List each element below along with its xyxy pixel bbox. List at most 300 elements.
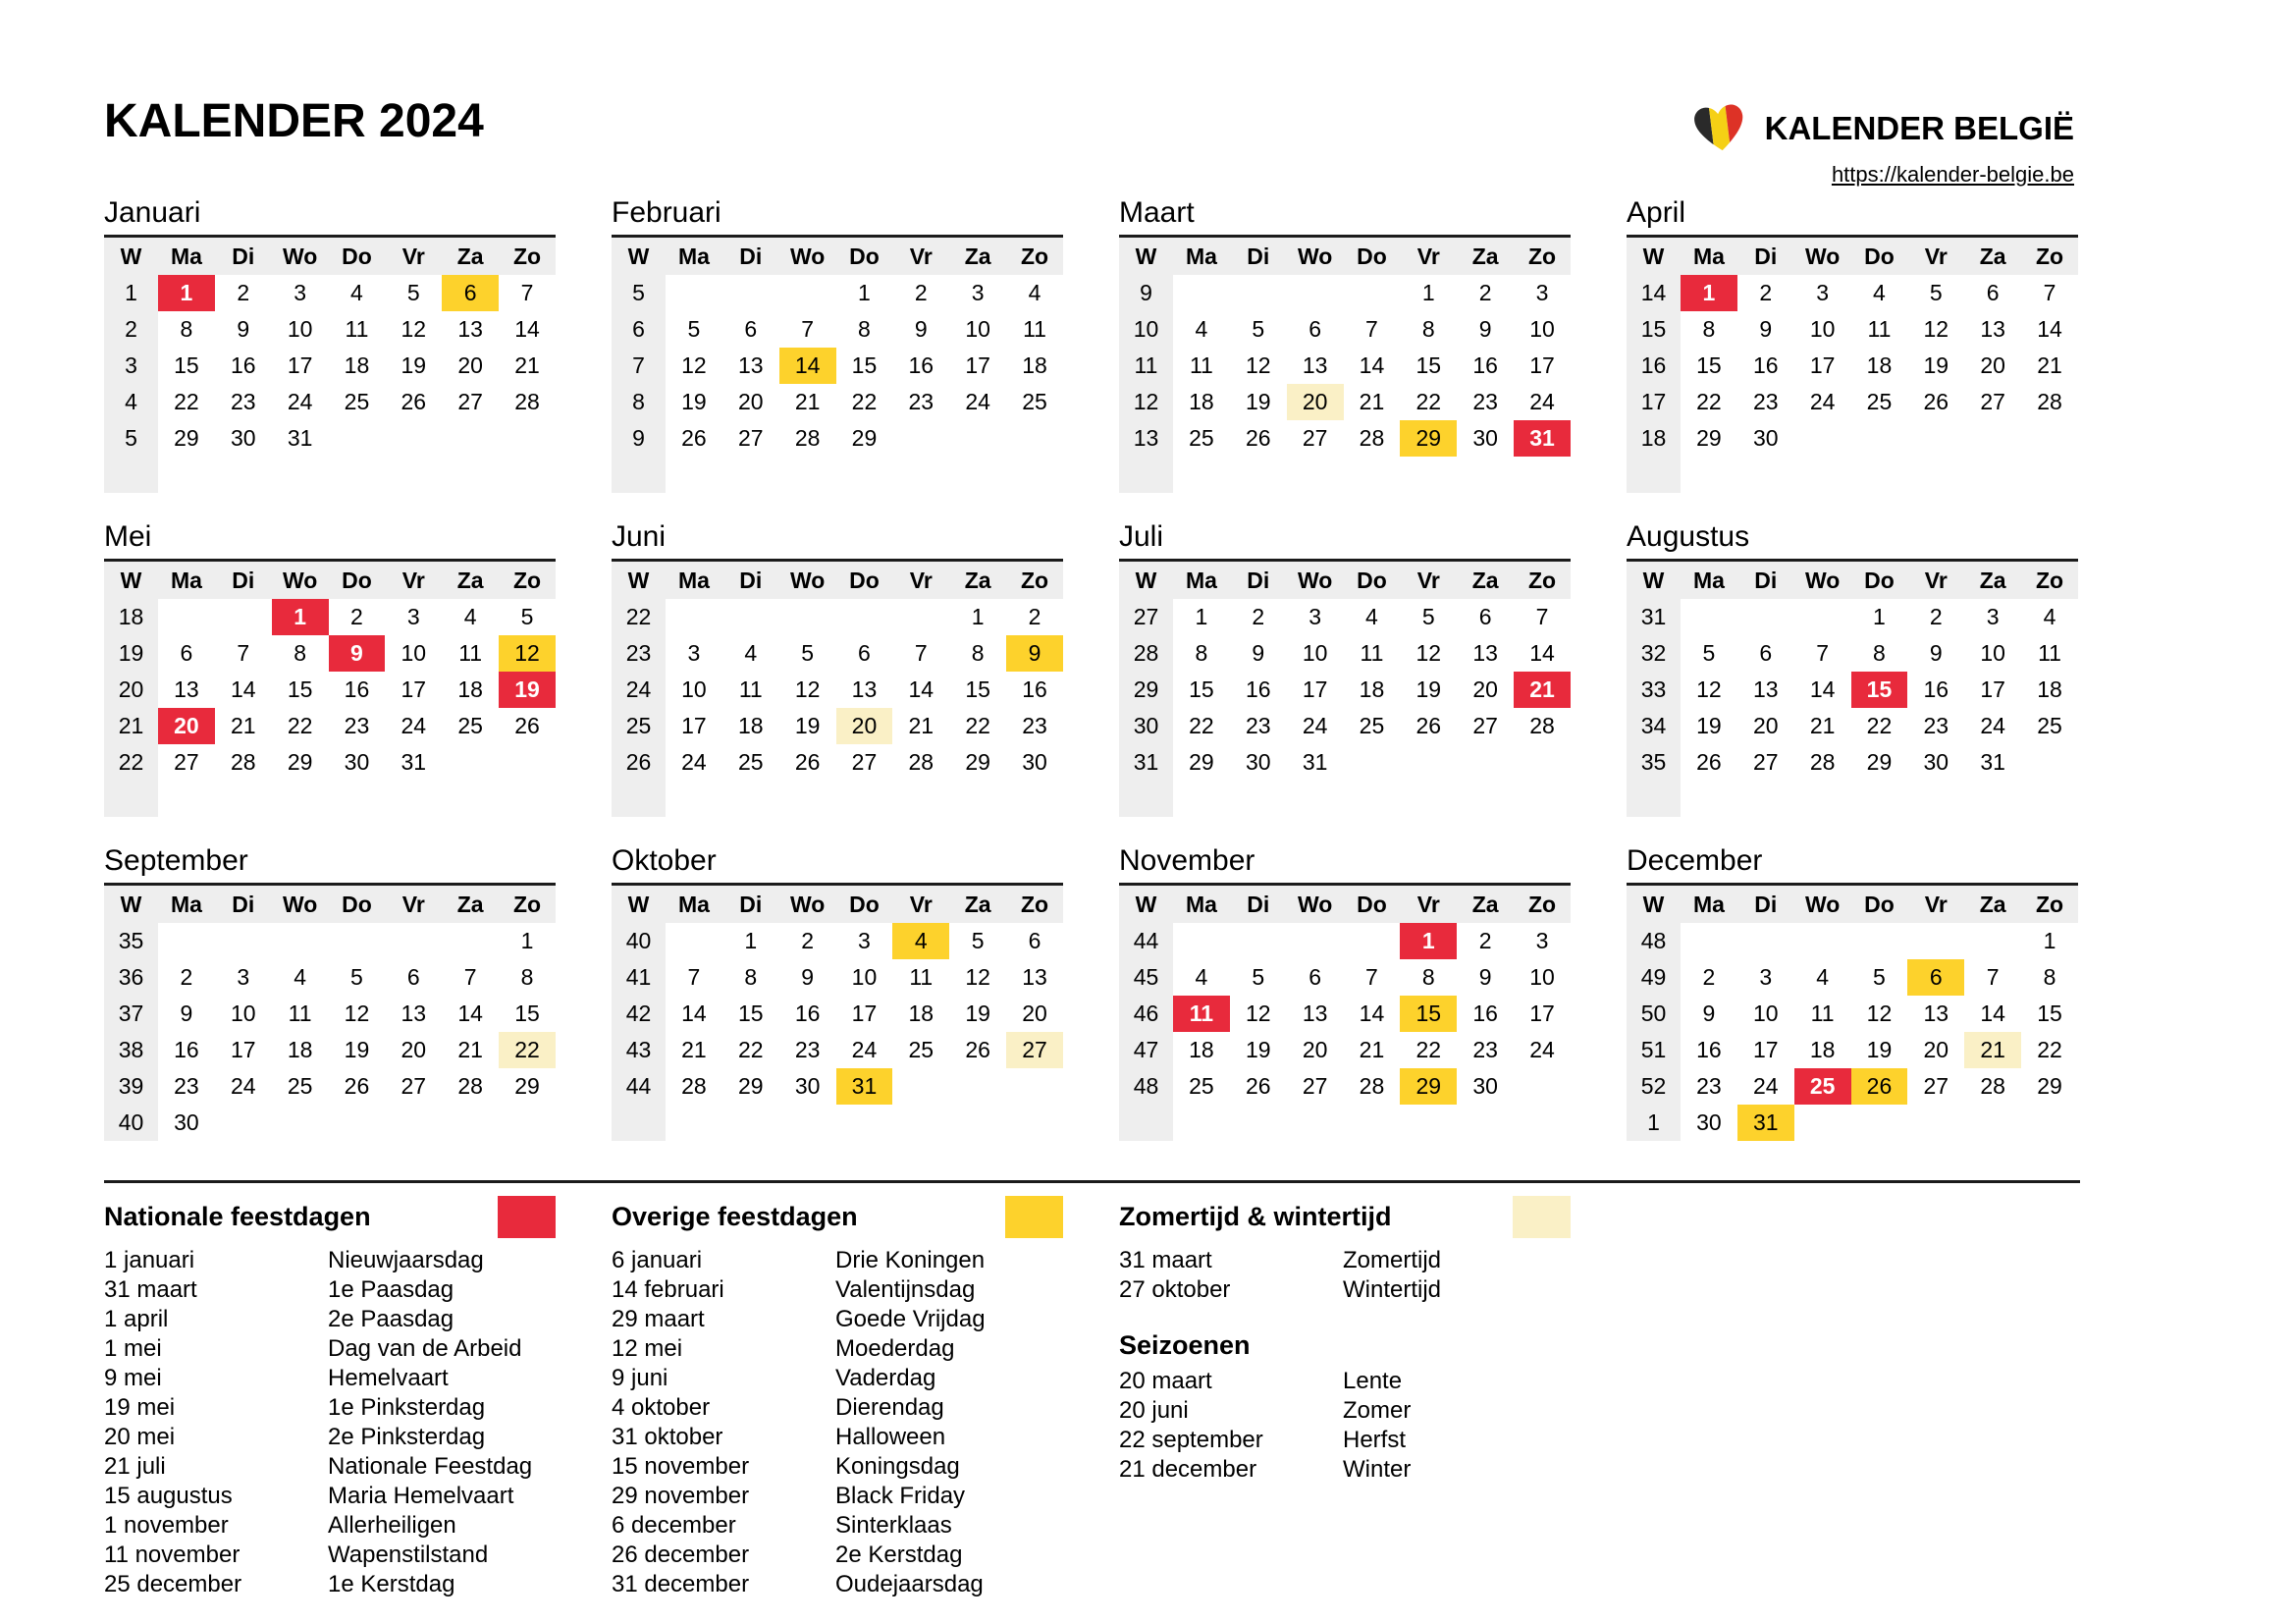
day-cell [666,599,722,635]
day-cell [1514,744,1571,781]
week-number: 23 [612,635,666,672]
day-cell: 14 [1809,676,1836,702]
day-cell [1006,1068,1063,1105]
day-header: W [104,238,158,275]
day-cell [1794,1105,1851,1141]
day-cell: 17 [287,352,313,378]
day-cell: 5 [971,928,985,953]
week-number: 6 [612,311,666,348]
day-cell [1907,420,1964,457]
day-cell: 21 [1964,1032,2021,1068]
day-cell: 25 [908,1037,934,1062]
month-title: Juli [1119,522,1571,562]
legend-item-name: Vaderdag [835,1365,936,1391]
day-cell: 7 [463,964,477,990]
day-cell: 29 [1189,749,1214,775]
day-cell: 22 [499,1032,556,1068]
day-cell: 22 [737,1037,764,1062]
legend-item-name: Wintertijd [1343,1276,1442,1303]
day-cell: 11 [458,640,483,666]
legend-item [104,1541,556,1570]
legend-item-name: Nieuwjaarsdag [328,1247,484,1273]
day-cell: 23 [1472,389,1498,414]
day-header: Wo [1287,562,1344,599]
day-header: Ma [158,886,215,923]
day-cell: 8 [858,316,871,342]
day-cell [499,744,556,781]
legend-item [612,1482,1063,1511]
day-cell: 2 [801,928,814,953]
week-number: 42 [612,996,666,1032]
legend-divider [104,1180,2080,1183]
day-header: Do [329,562,386,599]
day-cell: 19 [1866,1037,1893,1062]
month-table [612,886,1063,1141]
day-cell: 2 [1252,604,1265,629]
day-cell: 30 [1472,1073,1498,1099]
day-cell [779,781,836,817]
legend-item [104,1393,556,1423]
day-header: Zo [1514,238,1571,275]
month-title: April [1627,198,2078,238]
day-cell: 10 [1809,316,1836,342]
page [104,0,2080,1599]
day-cell: 4 [1873,280,1886,305]
day-cell: 17 [230,1037,256,1062]
day-cell [1344,923,1401,959]
day-cell: 6 [1308,964,1321,990]
day-cell: 12 [681,352,707,378]
day-cell: 20 [737,389,764,414]
day-cell: 24 [1809,389,1836,414]
legend-item-date: 20 maart [1119,1368,1212,1394]
day-cell [836,599,893,635]
day-cell: 7 [1365,964,1378,990]
day-cell: 5 [406,280,420,305]
legend-item [612,1393,1063,1423]
day-cell: 11 [1189,352,1213,378]
day-header: Do [836,562,893,599]
month-februari [612,198,1063,493]
day-cell: 30 [1472,425,1498,451]
day-cell: 1 [520,928,534,953]
month-mei [104,522,556,817]
week-number: 41 [612,959,666,996]
month-maart [1119,198,1571,493]
day-cell [1344,457,1401,493]
day-cell: 14 [908,676,934,702]
legend-item [104,1364,556,1393]
day-cell: 8 [1421,316,1435,342]
legend-item-date: 29 maart [612,1306,705,1332]
day-header: Di [722,886,779,923]
legend-item-name: Lente [1343,1368,1403,1394]
day-cell: 11 [1023,316,1046,342]
day-cell: 15 [2037,1001,2062,1026]
week-number: 22 [104,744,158,781]
day-cell: 10 [965,316,990,342]
legend-item-date: 21 juli [104,1453,166,1480]
legend-item-name: 2e Pinksterdag [328,1424,486,1450]
day-cell: 25 [1866,389,1893,414]
day-cell: 12 [1866,1001,1893,1026]
week-number: 8 [612,384,666,420]
day-cell [779,457,836,493]
day-cell: 17 [1752,1037,1779,1062]
day-cell: 15 [851,352,878,378]
legend-item [104,1511,556,1541]
day-cell: 5 [1702,640,1716,666]
day-cell: 17 [1980,676,2005,702]
legend-item [612,1570,1063,1599]
legend-item [612,1364,1063,1393]
day-header: Wo [272,238,329,275]
day-cell: 27 [174,749,199,775]
day-cell [1173,457,1230,493]
day-cell: 26 [794,749,821,775]
day-cell: 12 [1696,676,1722,702]
legend-item-name: Winter [1343,1456,1412,1483]
month-table [1119,238,1571,493]
day-header: Zo [1006,886,1063,923]
day-header: W [104,886,158,923]
time-change-swatch [1513,1196,1571,1238]
day-cell [1737,923,1794,959]
legend-item-date: 21 december [1119,1456,1257,1483]
day-cell: 16 [1752,352,1779,378]
day-cell: 18 [737,713,764,738]
day-header: Ma [666,886,722,923]
day-header: Vr [1907,238,1964,275]
day-cell: 6 [744,316,758,342]
legend-item-name: Dierendag [835,1394,944,1421]
day-cell [1794,599,1851,635]
legend-item [1119,1396,1571,1426]
day-cell [158,781,215,817]
day-cell: 29 [287,749,313,775]
site-link[interactable]: https://kalender-belgie.be [1831,162,2074,187]
day-cell: 2 [350,604,363,629]
day-cell [1457,1105,1514,1141]
day-cell: 26 [1851,1068,1908,1105]
day-cell: 25 [457,713,483,738]
day-cell: 8 [1195,640,1208,666]
day-cell: 22 [1866,713,1893,738]
day-header: Ma [1681,238,1737,275]
day-cell: 13 [457,316,483,342]
day-cell: 16 [174,1037,199,1062]
day-cell: 10 [287,316,313,342]
week-number: 15 [1627,311,1681,348]
day-cell [1514,1068,1571,1105]
legend-item [1119,1367,1571,1396]
day-cell: 6 [1759,640,1773,666]
day-cell: 3 [1308,604,1321,629]
week-number: 1 [1627,1105,1681,1141]
day-header: Vr [1907,562,1964,599]
month-title: Maart [1119,198,1571,238]
day-cell: 29 [1866,749,1893,775]
day-header: Vr [892,886,949,923]
week-number: 31 [1627,599,1681,635]
day-cell [722,781,779,817]
legend-other-list [612,1246,1063,1599]
legend-item-date: 6 december [612,1512,736,1539]
day-cell: 13 [1302,1001,1328,1026]
day-cell: 21 [2037,352,2062,378]
day-cell [329,781,386,817]
month-juni [612,522,1063,817]
week-number: 10 [1119,311,1173,348]
day-cell: 25 [1794,1068,1851,1105]
day-header: W [1119,238,1173,275]
day-cell [892,781,949,817]
day-cell: 19 [400,352,427,378]
day-header: W [612,562,666,599]
day-cell: 29 [2037,1073,2062,1099]
day-cell: 7 [801,316,814,342]
day-header: Do [836,238,893,275]
day-cell [779,1105,836,1141]
day-cell: 4 [463,604,477,629]
day-cell [215,1105,272,1141]
legend-other [612,1195,1063,1599]
day-cell: 23 [344,713,370,738]
day-cell [1344,781,1401,817]
legend-item-name: Sinterklaas [835,1512,952,1539]
legend-item-date: 1 mei [104,1335,162,1362]
day-cell [1907,457,1964,493]
day-cell [722,275,779,311]
day-cell: 27 [457,389,483,414]
day-cell [215,781,272,817]
day-cell [722,599,779,635]
day-cell [442,457,499,493]
legend-item-name: Zomer [1343,1397,1412,1424]
day-cell: 5 [1929,280,1943,305]
legend-item [104,1570,556,1599]
day-cell [1173,275,1230,311]
day-cell: 17 [1529,1001,1555,1026]
week-number [1627,457,1681,493]
day-cell: 26 [681,425,707,451]
day-cell: 25 [1022,389,1047,414]
legend-item-date: 15 november [612,1453,750,1480]
day-header: Za [442,562,499,599]
day-cell: 21 [1514,672,1571,708]
day-cell: 20 [1752,713,1779,738]
day-header: Ma [1681,562,1737,599]
day-header: Do [1344,562,1401,599]
day-header: Di [215,238,272,275]
day-cell: 19 [344,1037,370,1062]
legend-item-date: 27 oktober [1119,1276,1231,1303]
day-cell [1794,923,1851,959]
day-header: Zo [499,886,556,923]
week-number: 36 [104,959,158,996]
day-cell: 18 [344,352,370,378]
day-cell [499,457,556,493]
day-cell: 25 [1189,425,1214,451]
day-cell [2021,744,2078,781]
day-header: Za [1964,562,2021,599]
day-cell: 22 [1415,1037,1442,1062]
legend-other-head [612,1195,1063,1238]
day-cell: 3 [1759,964,1773,990]
day-cell: 8 [294,640,306,666]
day-header: Za [1964,886,2021,923]
day-cell: 30 [230,425,256,451]
day-cell [1907,1105,1964,1141]
day-cell: 30 [1696,1109,1722,1135]
legend-time-seasons [1119,1195,1571,1599]
day-cell: 17 [681,713,707,738]
day-header: Vr [1400,886,1457,923]
day-cell: 4 [350,280,363,305]
day-cell [666,1105,722,1141]
day-cell: 10 [1529,964,1555,990]
day-cell: 24 [287,389,313,414]
legend-item [612,1305,1063,1334]
day-cell [1964,781,2021,817]
day-cell: 31 [836,1068,893,1105]
day-cell: 31 [1514,420,1571,457]
day-cell [329,923,386,959]
day-cell: 13 [737,352,764,378]
legend-item [104,1334,556,1364]
day-header: Wo [272,562,329,599]
month-december [1627,846,2078,1141]
day-cell: 10 [1980,640,2005,666]
day-header: W [1627,886,1681,923]
day-header: Zo [1514,562,1571,599]
brand-name: KALENDER BELGIË [1764,110,2074,146]
day-cell: 14 [514,316,540,342]
day-cell: 6 [442,275,499,311]
day-cell: 13 [1923,1001,1949,1026]
legend-item-date: 20 mei [104,1424,176,1450]
day-cell [2021,420,2078,457]
day-header: Za [1457,562,1514,599]
day-cell [1173,923,1230,959]
day-cell: 27 [1302,425,1328,451]
day-cell: 6 [1907,959,1964,996]
day-cell: 15 [1400,996,1457,1032]
day-cell [1514,457,1571,493]
day-cell [1851,457,1908,493]
day-cell: 25 [1189,1073,1214,1099]
day-cell: 17 [1809,352,1836,378]
day-cell: 7 [2043,280,2056,305]
day-cell: 10 [1302,640,1328,666]
day-cell [1400,1105,1457,1141]
legend-item [612,1511,1063,1541]
day-cell: 13 [1022,964,1047,990]
legend-item [612,1423,1063,1452]
day-cell: 14 [1359,352,1385,378]
day-cell: 20 [1022,1001,1047,1026]
day-cell [836,781,893,817]
day-cell: 4 [1195,964,1208,990]
day-header: Zo [1514,886,1571,923]
day-header: Zo [499,562,556,599]
day-cell [272,781,329,817]
day-cell [1964,420,2021,457]
day-cell [1230,457,1287,493]
day-cell: 25 [287,1073,313,1099]
day-cell: 15 [1851,672,1908,708]
legend-item-name: Allerheiligen [328,1512,456,1539]
day-cell: 26 [400,389,427,414]
month-table [612,238,1063,493]
day-cell: 15 [1696,352,1722,378]
day-cell [666,457,722,493]
day-cell: 22 [287,713,313,738]
day-cell: 4 [1195,316,1208,342]
day-cell: 25 [344,389,370,414]
legend-item-name: Goede Vrijdag [835,1306,986,1332]
legend-other-title: Overige feestdagen [612,1201,858,1231]
week-number [612,457,666,493]
day-cell: 2 [1478,928,1492,953]
day-cell [1287,457,1344,493]
day-cell: 28 [2037,389,2062,414]
day-cell: 23 [1472,1037,1498,1062]
legend-item-name: Nationale Feestdag [328,1453,533,1480]
day-cell: 27 [737,425,764,451]
legend-item-name: Hemelvaart [328,1365,449,1391]
day-header: Wo [1287,238,1344,275]
day-cell [666,923,722,959]
day-cell: 19 [1415,676,1442,702]
day-cell: 3 [1986,604,2000,629]
day-cell: 28 [1359,425,1385,451]
day-cell: 31 [1302,749,1328,775]
day-header: Di [1737,886,1794,923]
legend-item-name: Halloween [835,1424,946,1450]
day-header: Vr [385,562,442,599]
legend-item-date: 6 januari [612,1247,703,1273]
month-table [1627,562,2078,817]
week-number: 16 [1627,348,1681,384]
day-cell: 31 [1737,1105,1794,1141]
day-cell [1173,1105,1230,1141]
day-header: Zo [499,238,556,275]
day-header: Di [1737,562,1794,599]
week-number [612,781,666,817]
legend-item-name: Koningsdag [835,1453,960,1480]
day-cell [1006,1105,1063,1141]
legend-item-date: 1 januari [104,1247,195,1273]
day-cell: 19 [965,1001,990,1026]
day-cell: 31 [287,425,313,451]
day-header: W [612,238,666,275]
month-title: Augustus [1627,522,2078,562]
day-header: Ma [1173,886,1230,923]
legend-item-name: 2e Kerstdag [835,1542,963,1568]
day-header: Do [1851,562,1908,599]
day-cell [158,923,215,959]
day-cell [1287,275,1344,311]
day-cell: 30 [1245,749,1271,775]
week-number: 51 [1627,1032,1681,1068]
legend-item [612,1334,1063,1364]
day-cell: 12 [1245,1001,1271,1026]
day-cell: 15 [174,352,199,378]
day-cell: 11 [909,964,934,990]
day-cell: 26 [1696,749,1722,775]
day-cell: 24 [1529,389,1555,414]
